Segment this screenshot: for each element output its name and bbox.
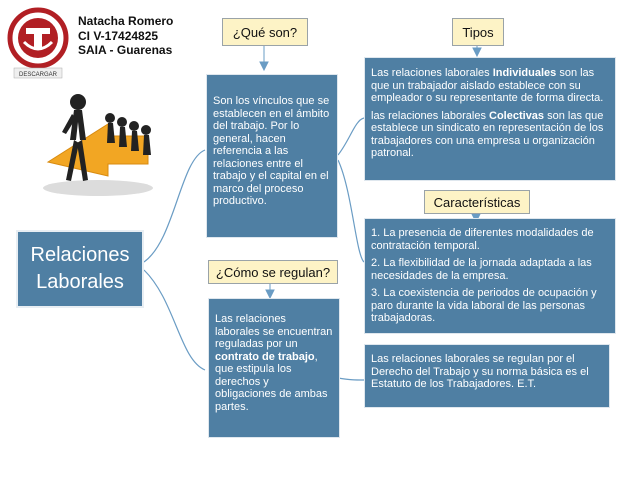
tipo-individuales: Las relaciones laborales Individuales son las que un trabajador aislado establece con su empleador o su representante de forma directa. bbox=[371, 67, 604, 104]
estatuto-text: Las relaciones laborales se regulan por el Derecho del Trabajo y su norma básica es el Estatuto de los Trabajadores. E.T. bbox=[371, 353, 589, 390]
header-caracteristicas: Características bbox=[424, 190, 530, 214]
arrow-regulan bbox=[266, 290, 274, 298]
regulan-text: Las relaciones laborales se encuentran reguladas por un contrato de trabajo, que estipula los derechos y obligaciones de ambas partes. bbox=[215, 313, 333, 413]
caracteristica-1: 1. La presencia de diferentes modalidades de contratación temporal. bbox=[371, 227, 594, 252]
caracteristica-3: 3. La coexistencia de periodos de ocupación y paro durante la vida laboral de las personas trabajadoras. bbox=[371, 287, 597, 324]
arrow-que-son bbox=[260, 62, 268, 70]
header-tipos: Tipos bbox=[452, 18, 504, 46]
author-id: CI V-17424825 bbox=[78, 28, 159, 43]
university-logo bbox=[6, 6, 70, 80]
connector-que-son-caracteristicas bbox=[338, 160, 364, 262]
tipos-box bbox=[364, 57, 616, 181]
main-topic-line2: Laborales bbox=[36, 271, 124, 293]
que-son-box bbox=[206, 74, 338, 238]
tipo-colectivas: las relaciones laborales Colectivas son las que establece un sindicato en representación de los trabajadores con una empresa u organización patronal. bbox=[371, 109, 604, 159]
caracteristica-2: 2. La flexibilidad de la jornada adaptada a las necesidades de la empresa. bbox=[371, 257, 592, 282]
connector-main-regulan bbox=[144, 270, 205, 370]
connector-que-son-tipos bbox=[338, 118, 364, 155]
que-son-text: Son los vínculos que se establecen en el ámbito del trabajo. Por lo general, hacen referencia a las relaciones entre el trabajo y el capital en el marco del proceso productivo. bbox=[213, 95, 330, 207]
main-topic-line1: Relaciones bbox=[30, 244, 130, 266]
svg-text:DESCARGAR: DESCARGAR bbox=[18, 72, 58, 78]
header-que-son: ¿Qué son? bbox=[222, 18, 308, 46]
connector-regulan-estatuto bbox=[338, 378, 364, 380]
author-name: Natacha Romero bbox=[78, 14, 174, 28]
author-block bbox=[78, 14, 173, 58]
regulan-box bbox=[208, 298, 340, 438]
author-place: SAIA - Guarenas bbox=[78, 43, 173, 57]
workers-illustration bbox=[38, 84, 158, 202]
header-como-regulan: ¿Cómo se regulan? bbox=[208, 260, 338, 284]
arrow-tipos bbox=[473, 48, 481, 56]
estatuto-box bbox=[364, 344, 610, 408]
main-topic-box bbox=[16, 230, 144, 308]
caracteristicas-box bbox=[364, 218, 616, 334]
